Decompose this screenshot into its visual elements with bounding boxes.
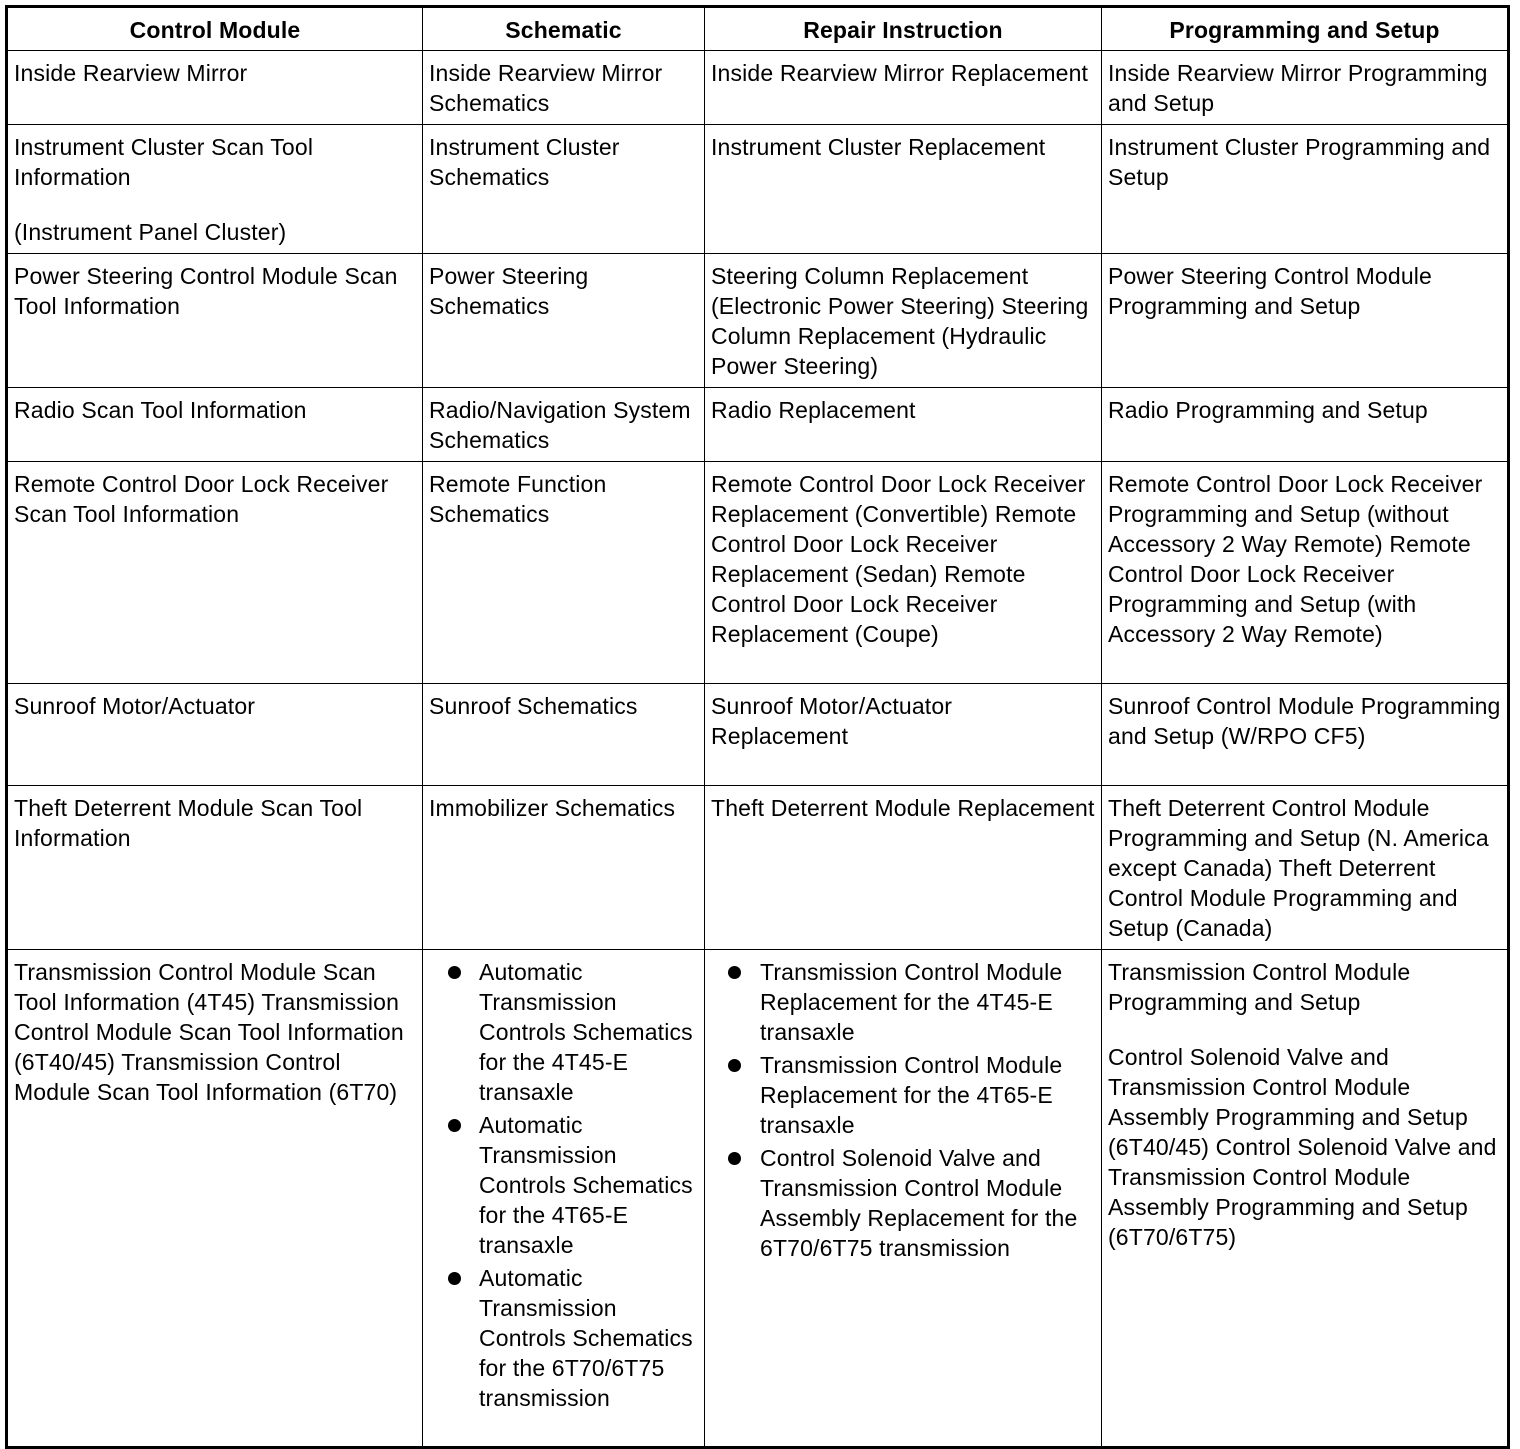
list-item [429,957,698,1107]
cell-control-module [7,462,423,684]
cell-control-module: Transmission Control Module Scan Tool Information (4T45) Transmission Control Module Scan Tool Information (6T40/45) Transmission Control Module Scan Tool Information (6T70) [7,950,423,1448]
table-row-transmission [7,950,1509,1448]
cell-text: Power Steering Control Module Scan Tool Information [14,263,398,319]
repair-list [711,957,1095,1263]
list-item [429,1110,698,1260]
cell-text: Inside Rearview Mirror Programming and Setup [1108,60,1488,116]
schematic-list [429,957,698,1413]
cell-programming [1102,51,1509,125]
cell-repair: Radio Replacement [705,388,1102,462]
list-item [711,1050,1095,1140]
table-row [7,125,1509,254]
bullet-icon [728,1152,741,1165]
cell-schematic: Inside Rearview Mirror Schematics [423,51,705,125]
list-item-text: Control Solenoid Valve and Transmission Control Module Assembly Replacement for the 6T70/6T75 transmission [760,1145,1078,1261]
bullet-icon [448,1119,461,1132]
list-item-text: Automatic Transmission Controls Schematics for the 4T45-E transaxle [479,959,693,1105]
cell-text: Control Solenoid Valve and Transmission Control Module Assembly Programming and Setup (6T40/45) Control Solenoid Valve and Transmission Control Module Assembly Programming and Setup (6T70/6T75) [1108,1044,1497,1250]
cell-control-module [7,786,423,950]
cell-schematic: Sunroof Schematics [423,684,705,786]
table-row [7,684,1509,786]
header-row [7,7,1509,51]
table-row [7,388,1509,462]
bullet-icon [728,966,741,979]
header-repair-instruction: Repair Instruction [705,7,1102,51]
table-row [7,462,1509,684]
cell-text: Power Steering Control Module Programming and Setup [1108,263,1432,319]
cell-programming [1102,125,1509,254]
cell-schematic: Instrument Cluster Schematics [423,125,705,254]
cell-programming [1102,254,1509,388]
cell-programming [1102,684,1509,786]
cell-programming [1102,950,1509,1448]
cell-repair: Sunroof Motor/Actuator Replacement [705,684,1102,786]
module-reference-table [5,5,1510,1449]
list-item-text: Automatic Transmission Controls Schematics for the 4T65-E transaxle [479,1112,693,1258]
table-row [7,786,1509,950]
header-programming-setup: Programming and Setup [1102,7,1509,51]
cell-repair [705,950,1102,1448]
list-item-text: Transmission Control Module Replacement for the 4T45-E transaxle [760,959,1063,1045]
bullet-icon [728,1059,741,1072]
cell-text: Remote Control Door Lock Receiver Scan Tool Information [14,471,389,527]
cell-programming [1102,786,1509,950]
bullet-icon [448,966,461,979]
cell-repair: Remote Control Door Lock Receiver Replacement (Convertible) Remote Control Door Lock Receiver Replacement (Sedan) Remote Control Door Lock Receiver Replacement (Coupe) [705,462,1102,684]
cell-control-module [7,684,423,786]
list-item-text: Automatic Transmission Controls Schematics for the 6T70/6T75 transmission [479,1265,693,1411]
cell-programming [1102,462,1509,684]
list-item [711,1143,1095,1263]
cell-text: Sunroof Motor/Actuator [14,693,256,719]
cell-repair: Instrument Cluster Replacement [705,125,1102,254]
cell-schematic [423,950,705,1448]
cell-text: Instrument Cluster Scan Tool Information [14,134,314,190]
header-control-module: Control Module [7,7,423,51]
cell-text: Radio Programming and Setup [1108,397,1428,423]
cell-control-module [7,388,423,462]
list-item [429,1263,698,1413]
cell-text: Remote Control Door Lock Receiver Programming and Setup (without Accessory 2 Way Remote) Remote Control Door Lock Receiver Programming and Setup (with Accessory 2 Way Remote) [1108,471,1483,647]
cell-programming [1102,388,1509,462]
bullet-icon [448,1272,461,1285]
cell-control-module [7,254,423,388]
cell-control-module [7,125,423,254]
cell-text: Instrument Cluster Programming and Setup [1108,134,1491,190]
table-row [7,254,1509,388]
cell-text: Transmission Control Module Programming and Setup [1108,959,1411,1015]
cell-control-module [7,51,423,125]
cell-schematic: Remote Function Schematics [423,462,705,684]
cell-repair: Steering Column Replacement (Electronic Power Steering) Steering Column Replacement (Hydraulic Power Steering) [705,254,1102,388]
cell-text: (Instrument Panel Cluster) [14,219,287,245]
cell-repair: Theft Deterrent Module Replacement [705,786,1102,950]
cell-schematic: Immobilizer Schematics [423,786,705,950]
list-item-text: Transmission Control Module Replacement for the 4T65-E transaxle [760,1052,1063,1138]
cell-schematic: Radio/Navigation System Schematics [423,388,705,462]
cell-text: Radio Scan Tool Information [14,397,307,423]
cell-text: Theft Deterrent Control Module Programming and Setup (N. America except Canada) Theft Deterrent Control Module Programming and Setup (Canada) [1108,795,1489,941]
cell-text: Sunroof Control Module Programming and Setup (W/RPO CF5) [1108,693,1501,749]
header-schematic: Schematic [423,7,705,51]
cell-schematic: Power Steering Schematics [423,254,705,388]
table-row [7,51,1509,125]
cell-text: Inside Rearview Mirror [14,60,248,86]
cell-text: Theft Deterrent Module Scan Tool Information [14,795,363,851]
cell-repair: Inside Rearview Mirror Replacement [705,51,1102,125]
list-item [711,957,1095,1047]
